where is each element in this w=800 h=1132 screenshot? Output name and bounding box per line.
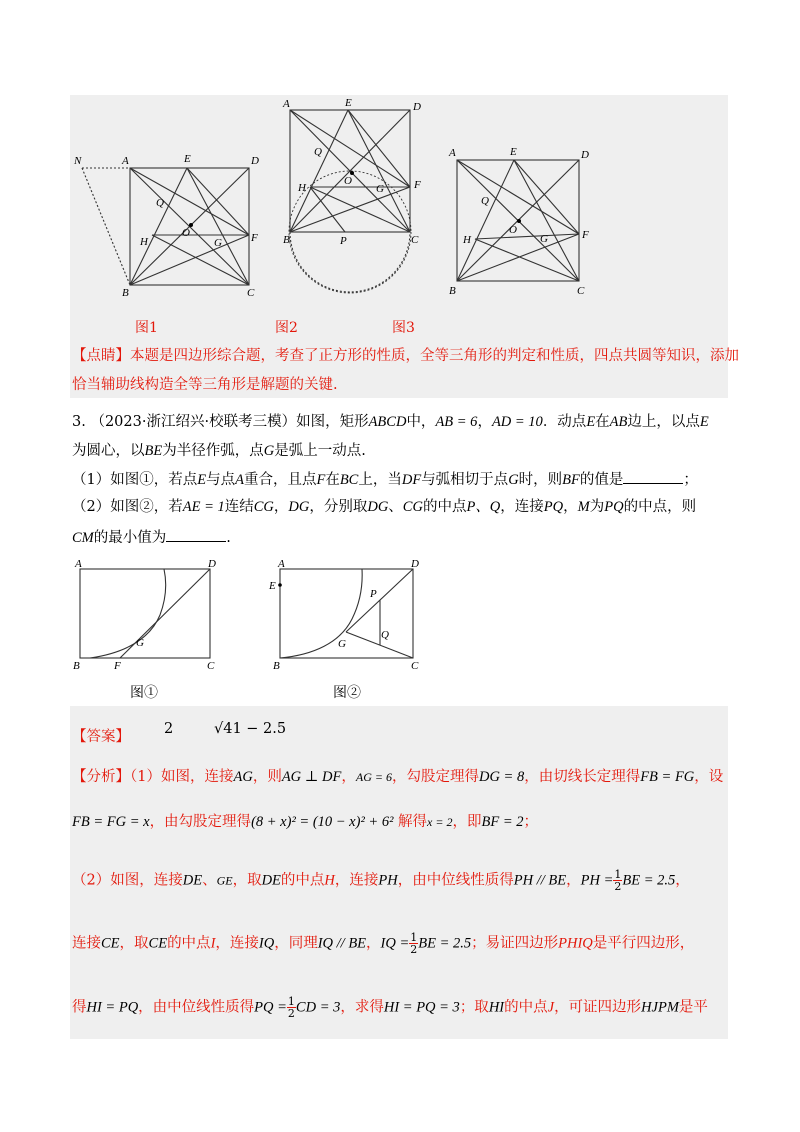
svg-text:A: A [75, 558, 82, 570]
svg-text:H: H [298, 182, 306, 194]
problem-line-2: 为圆心，以BE为半径作弧，点G是弧上一动点. [72, 443, 366, 459]
figure-1-caption: 图1 [135, 320, 158, 336]
figure-1-square [72, 148, 272, 298]
figure-circle-2 [268, 555, 433, 673]
svg-text:Q: Q [481, 195, 489, 207]
figure-circle-1-caption: 图① [130, 685, 158, 701]
svg-text:B: B [73, 660, 80, 672]
answer-value-1: 2 [164, 721, 174, 737]
question-2-line-1: （2）如图②，若AE = 1连结CG，DG，分别取DG、CG的中点P、Q，连接PQ，M为PQ的中点，则 [72, 499, 697, 515]
comment-label: 【点睛】 [72, 348, 130, 364]
comment-line-2: 恰当辅助线构造全等三角形是解题的关键. [72, 377, 338, 393]
problem-source: （2023·浙江绍兴·校联考三模） [90, 414, 297, 430]
figure-circle-2-caption: 图② [333, 685, 361, 701]
svg-text:E: E [184, 153, 191, 165]
svg-text:O: O [509, 224, 517, 236]
svg-text:F: F [582, 229, 589, 241]
svg-text:D: D [411, 558, 419, 570]
svg-text:Q: Q [381, 629, 389, 641]
svg-text:B: B [449, 285, 456, 297]
svg-text:D: D [251, 155, 259, 167]
figure-2-caption: 图2 [275, 320, 298, 336]
svg-text:O: O [344, 175, 352, 187]
problem-number: 3. [72, 414, 86, 430]
svg-text:B: B [273, 660, 280, 672]
svg-text:B: B [122, 287, 129, 298]
svg-text:C: C [411, 660, 419, 672]
svg-text:D: D [413, 101, 421, 113]
svg-text:C: C [247, 287, 255, 298]
svg-text:E: E [269, 580, 276, 592]
svg-text:E: E [345, 97, 352, 109]
analysis-label: 【分析】 [72, 769, 130, 785]
label-n: N [74, 155, 82, 167]
svg-text:P: P [340, 235, 347, 247]
svg-text:B: B [283, 234, 290, 246]
answer-label: 【答案】 [72, 729, 130, 745]
answer-blank-2[interactable] [166, 527, 226, 542]
answer-value-2: √41 − 2.5 [214, 721, 287, 737]
svg-text:A: A [449, 147, 456, 159]
svg-text:G: G [540, 233, 548, 245]
analysis-line-3: （2）如图，连接DE、GE，取DE的中点H，连接PH，由中位线性质得PH // BE，PH = $\frac{1}{2}$ BE = 2.5， [72, 868, 690, 893]
svg-text:Q: Q [314, 146, 322, 158]
svg-text:C: C [411, 234, 419, 246]
svg-text:G: G [338, 638, 346, 650]
svg-text:Q: Q [156, 197, 164, 209]
svg-text:C: C [577, 285, 585, 297]
svg-text:G: G [214, 237, 222, 249]
svg-text:A: A [122, 155, 129, 167]
problem-line-1: 3. （2023·浙江绍兴·校联考三模）如图，矩形ABCD中，AB = 6，AD = 10．动点E在AB边上，以点E [72, 414, 709, 430]
answer-blank-1[interactable] [623, 469, 683, 484]
comment-line-1: 【点睛】本题是四边形综合题，考查了正方形的性质，全等三角形的判定和性质，四点共圆等知识，添加 [72, 348, 739, 364]
svg-text:F: F [114, 660, 121, 672]
svg-text:H: H [463, 234, 471, 246]
svg-text:P: P [370, 588, 377, 600]
svg-text:F: F [251, 232, 258, 244]
analysis-line-5: 得HI = PQ，由中位线性质得PQ = $\frac{1}{2}$ CD = 3，求得HI = PQ = 3；取HI的中点J，可证四边形HJPM是平 [72, 995, 708, 1020]
svg-text:C: C [207, 660, 215, 672]
svg-text:A: A [278, 558, 285, 570]
figure-2-square [280, 95, 428, 298]
figure-3-square [443, 142, 603, 300]
svg-text:F: F [414, 179, 421, 191]
analysis-line-2: FB = FG = x，由勾股定理得(8 + x)² = (10 − x)² + 6² 解得x = 2，即BF = 2； [72, 814, 538, 830]
question-2-line-2: CM的最小值为 . [72, 527, 231, 548]
svg-text:D: D [208, 558, 216, 570]
svg-text:A: A [283, 98, 290, 110]
svg-text:H: H [140, 236, 148, 248]
svg-text:G: G [376, 183, 384, 195]
svg-text:D: D [581, 149, 589, 161]
figure-circle-1 [70, 555, 230, 673]
svg-text:O: O [182, 227, 190, 239]
figure-3-caption: 图3 [392, 320, 415, 336]
svg-text:E: E [510, 146, 517, 158]
question-1: （1）如图①，若点E与点A重合，且点F在BC上，当DF与弧相切于点G时，则BF的值是 ； [72, 469, 698, 490]
analysis-line-4: 连接CE，取CE的中点I，连接IQ，同理IQ // BE，IQ = $\frac{1}{2}$ BE = 2.5；易证四边形PHIQ是平行四边形， [72, 931, 695, 956]
svg-text:G: G [136, 637, 144, 649]
analysis-line-1: 【分析】（1）如图，连接AG，则AG ⊥ DF，AG = 6，勾股定理得DG = 8，由切线长定理得FB = FG，设 [72, 769, 724, 785]
